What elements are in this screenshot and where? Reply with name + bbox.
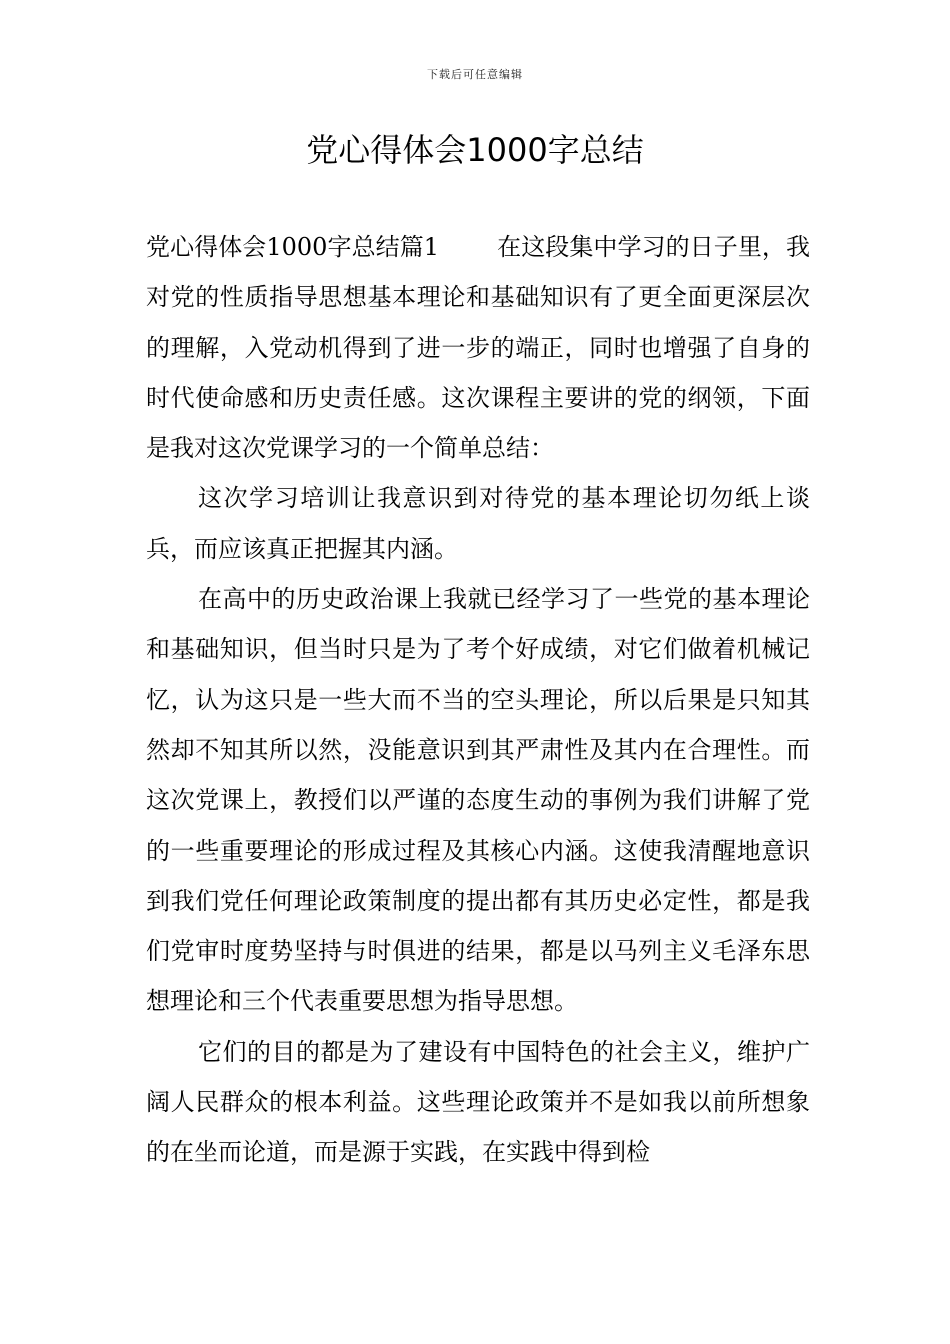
document-title: 党心得体会1000字总结 [306,131,644,169]
section-label: 党心得体会1000字总结篇1 [146,233,440,261]
paragraph-2: 这次学习培训让我意识到对待党的基本理论切勿纸上谈兵，而应该真正把握其内涵。 [146,484,810,563]
header-note: 下载后可任意编辑 [427,68,523,81]
paragraph-3: 在高中的历史政治课上我就已经学习了一些党的基本理论和基础知识，但当时只是为了考个好成绩，对它们做着机械记忆，认为这只是一些大而不当的空头理论，所以后果是只知其然却不知其所以然，没能意识到其严肃性及其内在合理性。而这次党课上，教授们以严谨的态度生动的事例为我们讲解了党的一些重要理论的形成过程及其核心内涵。这使我清醒地意识到我们党任何理论政策制度的提出都有其历史必定性，都是我们党审时度势坚持与时俱进的结果，都是以马列主义毛泽东思想理论和三个代表重要思想为指导思想。 [146,585,810,1016]
paragraph-4: 它们的目的都是为了建设有中国特色的社会主义，维护广阔人民群众的根本利益。这些理论政策并不是如我以前所想象的在坐而论道，而是源于实践，在实践中得到检 [146,1037,810,1167]
document-body [146,222,810,1178]
paragraph-1-text: 在这段集中学习的日子里，我对党的性质指导思想基本理论和基础知识有了更全面更深层次的理解，入党动机得到了进一步的端正，同时也增强了自身的时代使命感和历史责任感。这次课程主要讲的党的纲领，下面是我对这次党课学习的一个简单总结： [146,233,810,463]
paragraph-1 [146,222,810,473]
